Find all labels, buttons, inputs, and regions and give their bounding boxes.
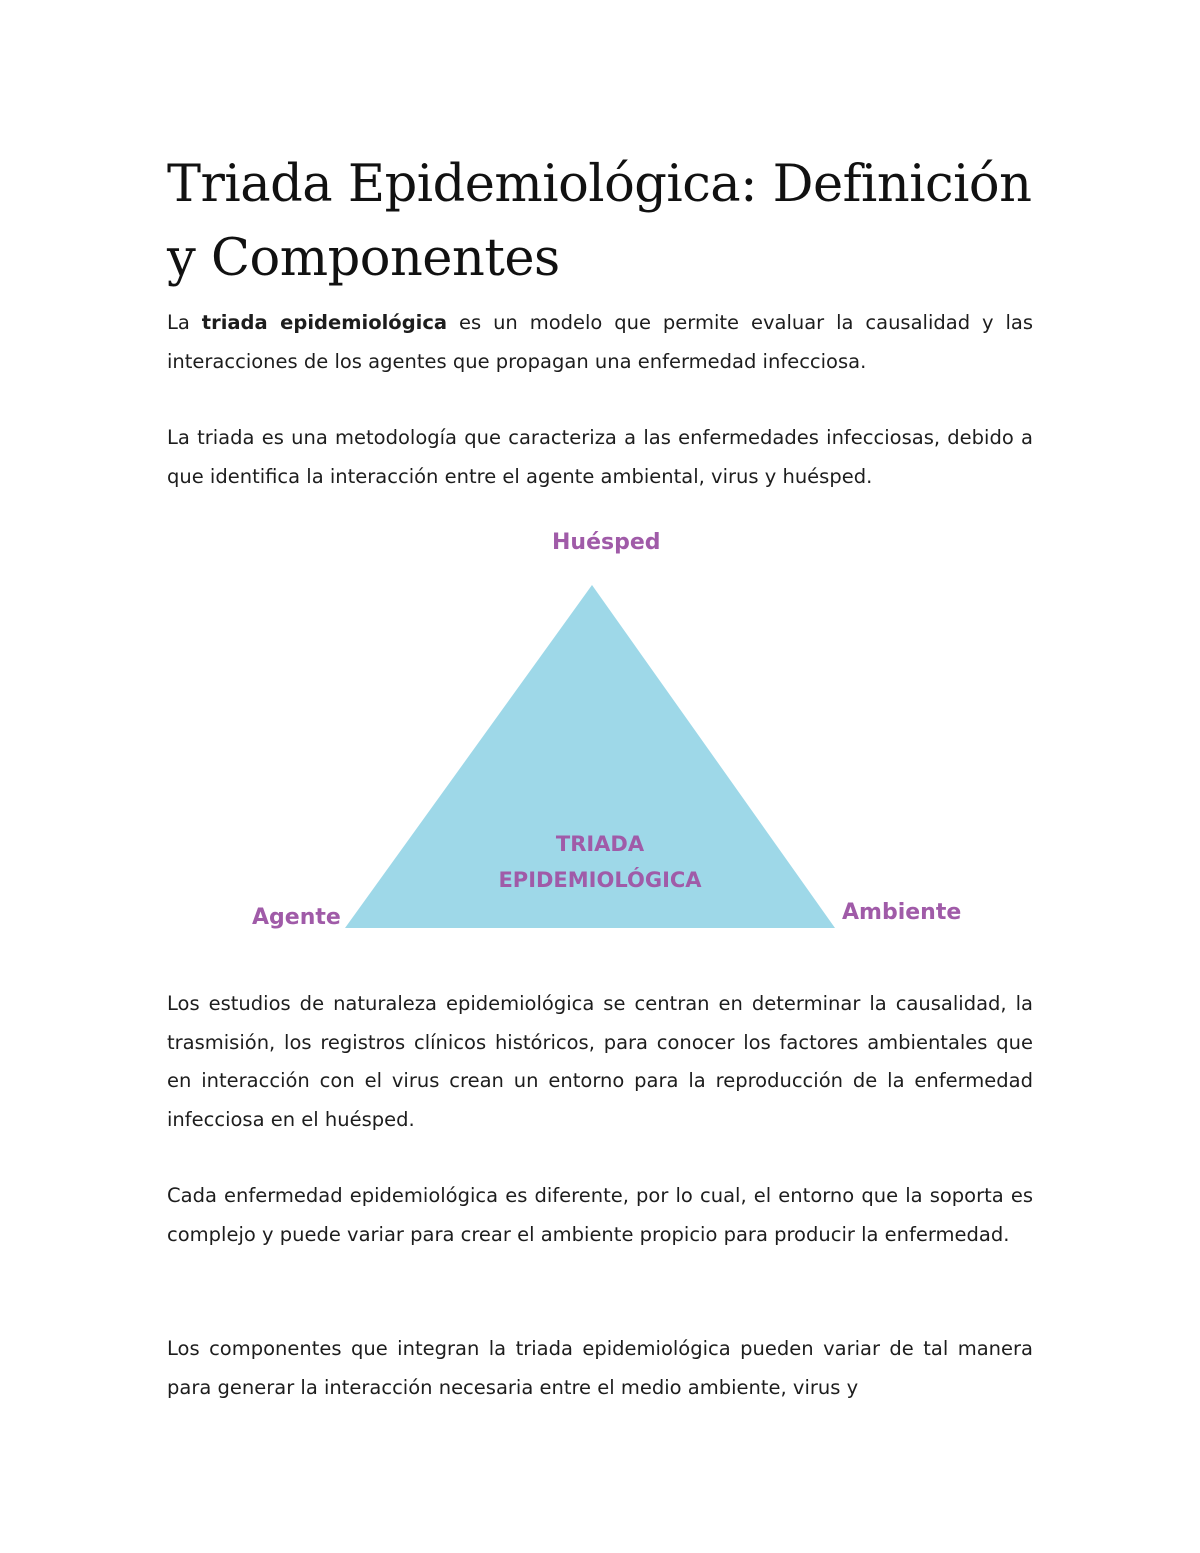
agente-label: Agente	[252, 905, 341, 930]
intro-bold-term: triada epidemiológica	[201, 311, 448, 334]
studies-paragraph: Los estudios de naturaleza epidemiológica se centran en determinar la causalidad, la trasmisión, los registros clínicos históricos, para conocer los factores ambientales que en interacción con el virus crean un entorno para la reproducción de la enfermedad infecciosa en el huésped.	[167, 992, 1033, 1131]
ambiente-label: Ambiente	[842, 900, 962, 925]
methodology-paragraph: La triada es una metodología que caracteriza a las enfermedades infecciosas, debido a que identifica la interacción entre el agente ambiental, virus y huésped.	[167, 426, 1033, 488]
intro-paragraph	[167, 304, 1033, 381]
triad-center-label	[460, 826, 740, 898]
intro-text-start: La	[167, 311, 202, 334]
triad-center-line-1: TRIADA	[555, 832, 645, 856]
triad-diagram	[240, 520, 980, 950]
disease-paragraph: Cada enfermedad epidemiológica es diferente, por lo cual, el entorno que la soporta es complejo y puede variar para crear el ambiente propicio para producir la enfermedad.	[167, 1184, 1033, 1246]
components-paragraph: Los componentes que integran la triada epidemiológica pueden variar de tal manera para generar la interacción necesaria entre el medio ambiente, virus y	[167, 1337, 1033, 1399]
huesped-label: Huésped	[552, 530, 661, 555]
triad-center-line-2: EPIDEMIOLÓGICA	[498, 868, 702, 892]
page-title: Triada Epidemiológica: Definición y Componentes	[167, 155, 1032, 288]
intro-text-end: es un modelo que permite evaluar la causalidad y las interacciones de los agentes que propagan una enfermedad infecciosa.	[167, 311, 1033, 373]
